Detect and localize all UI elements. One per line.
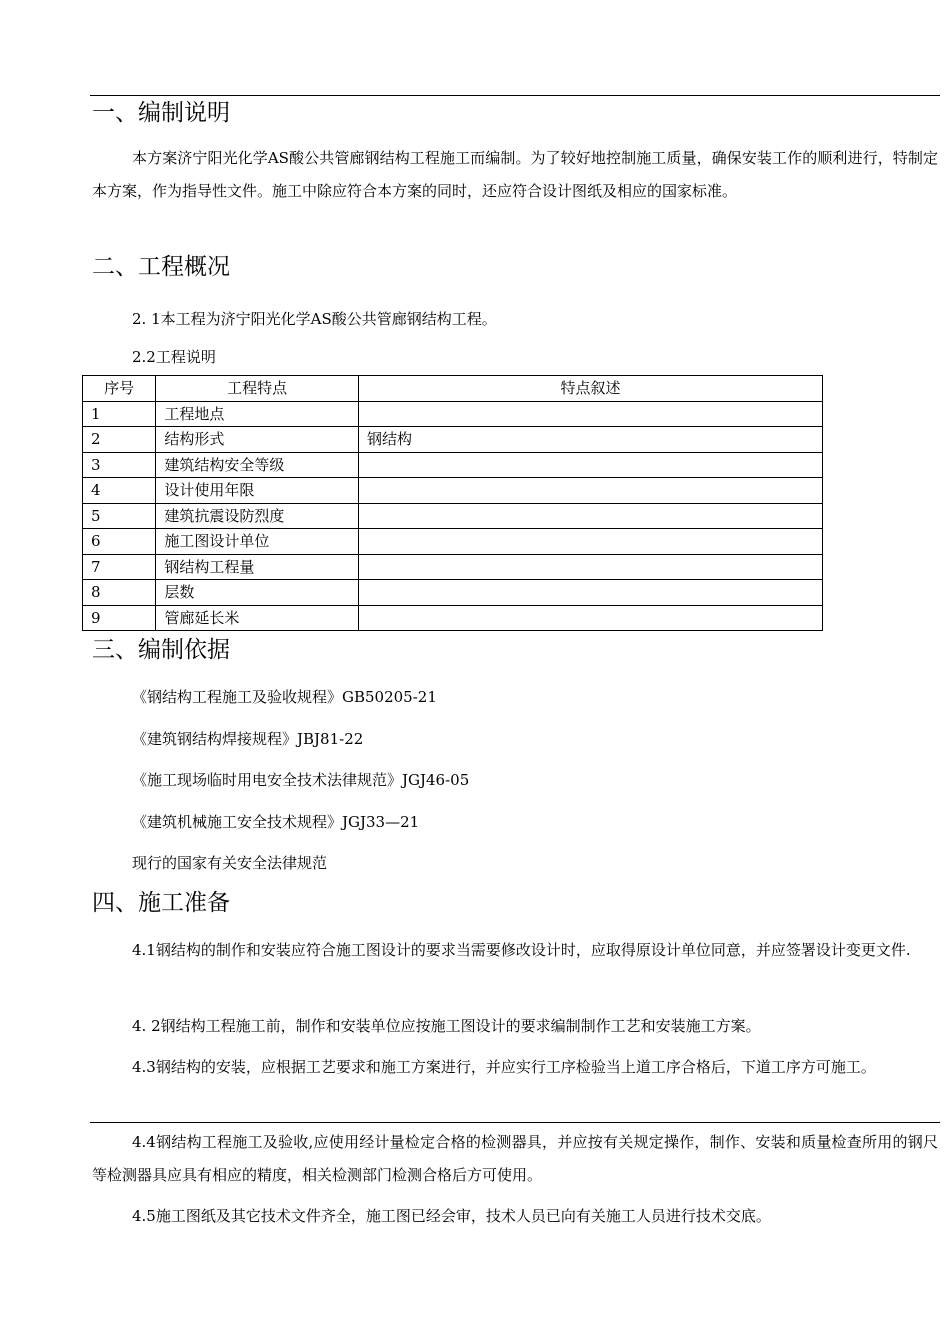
reference-item: 《建筑机械施工安全技术规程》JGJ33—21 xyxy=(132,813,420,831)
section-3-heading: 三、编制依据 xyxy=(92,637,230,663)
reference-item: 《建筑钢结构焊接规程》JBJ81-22 xyxy=(132,730,364,748)
section-2-heading: 二、工程概况 xyxy=(92,254,230,280)
table-cell: 结构形式 xyxy=(156,427,359,453)
table-header-cell: 序号 xyxy=(83,376,156,402)
table-header-row xyxy=(83,376,823,402)
table-cell: 工程地点 xyxy=(156,401,359,427)
table-cell xyxy=(358,503,822,529)
section-2-line-2: 2.2工程说明 xyxy=(132,348,216,366)
table-row xyxy=(83,554,823,580)
table-cell: 层数 xyxy=(156,580,359,606)
reference-item: 《钢结构工程施工及验收规程》GB50205-21 xyxy=(132,688,437,706)
section-4-heading: 四、施工准备 xyxy=(92,890,230,916)
table-cell: 6 xyxy=(83,529,156,555)
table-header-cell: 特点叙述 xyxy=(358,376,822,402)
table-cell: 建筑抗震设防烈度 xyxy=(156,503,359,529)
reference-item: 现行的国家有关安全法律规范 xyxy=(132,854,328,872)
table-cell: 7 xyxy=(83,554,156,580)
table-cell: 1 xyxy=(83,401,156,427)
section-1-paragraph: 本方案济宁阳光化学AS酸公共管廊钢结构工程施工而编制。为了较好地控制施工质量，确保安装工作的顺利进行，特制定本方案，作为指导性文件。施工中除应符合本方案的同时，还应符合设计图纸及相应的国家标准。 xyxy=(92,149,938,200)
table-cell: 3 xyxy=(83,452,156,478)
table-cell xyxy=(358,605,822,631)
table-cell xyxy=(358,580,822,606)
table-row xyxy=(83,503,823,529)
section-1-heading: 一、编制说明 xyxy=(92,100,230,126)
table-cell: 5 xyxy=(83,503,156,529)
table-cell: 9 xyxy=(83,605,156,631)
table-cell: 2 xyxy=(83,427,156,453)
table-cell xyxy=(358,529,822,555)
table-cell: 管廊延长米 xyxy=(156,605,359,631)
table-cell xyxy=(358,554,822,580)
table-row xyxy=(83,580,823,606)
table-cell: 施工图设计单位 xyxy=(156,529,359,555)
reference-item: 《施工现场临时用电安全技术法律规范》JGJ46-05 xyxy=(132,771,470,789)
section-4-paragraph-3: 4.3钢结构的安装，应根据工艺要求和施工方案进行，并应实行工序检验当上道工序合格后，下道工序方可施工。 xyxy=(132,1058,876,1076)
table-cell: 8 xyxy=(83,580,156,606)
table-cell xyxy=(358,478,822,504)
table-header-cell: 工程特点 xyxy=(156,376,359,402)
table-row xyxy=(83,401,823,427)
table-row xyxy=(83,529,823,555)
table-cell xyxy=(358,452,822,478)
table-row xyxy=(83,605,823,631)
table-row xyxy=(83,478,823,504)
section-4-paragraph-5: 4.5施工图纸及其它技术文件齐全，施工图已经会审，技术人员已向有关施工人员进行技术交底。 xyxy=(132,1207,771,1225)
section-4-paragraph-4: 4.4钢结构工程施工及验收,应使用经计量检定合格的检测器具，并应按有关规定操作，制作、安装和质量检查所用的钢尺等检测器具应具有相应的精度，相关检测部门检测合格后方可使用。 xyxy=(92,1133,938,1184)
table-cell: 钢结构工程量 xyxy=(156,554,359,580)
section-2-line-1: 2. 1本工程为济宁阳光化学AS酸公共管廊钢结构工程。 xyxy=(132,310,497,328)
project-info-table xyxy=(82,375,823,631)
table-cell: 建筑结构安全等级 xyxy=(156,452,359,478)
table-row xyxy=(83,427,823,453)
table-cell: 4 xyxy=(83,478,156,504)
top-rule xyxy=(90,95,940,96)
page-break-rule xyxy=(90,1122,940,1123)
section-4-paragraph-1: 4.1钢结构的制作和安装应符合施工图设计的要求当需要修改设计时，应取得原设计单位同意，并应签署设计变更文件. xyxy=(132,941,911,959)
table-cell: 钢结构 xyxy=(358,427,822,453)
table-row xyxy=(83,452,823,478)
table-cell xyxy=(358,401,822,427)
section-4-paragraph-2: 4. 2钢结构工程施工前，制作和安装单位应按施工图设计的要求编制制作工艺和安装施工方案。 xyxy=(132,1017,761,1035)
table-cell: 设计使用年限 xyxy=(156,478,359,504)
